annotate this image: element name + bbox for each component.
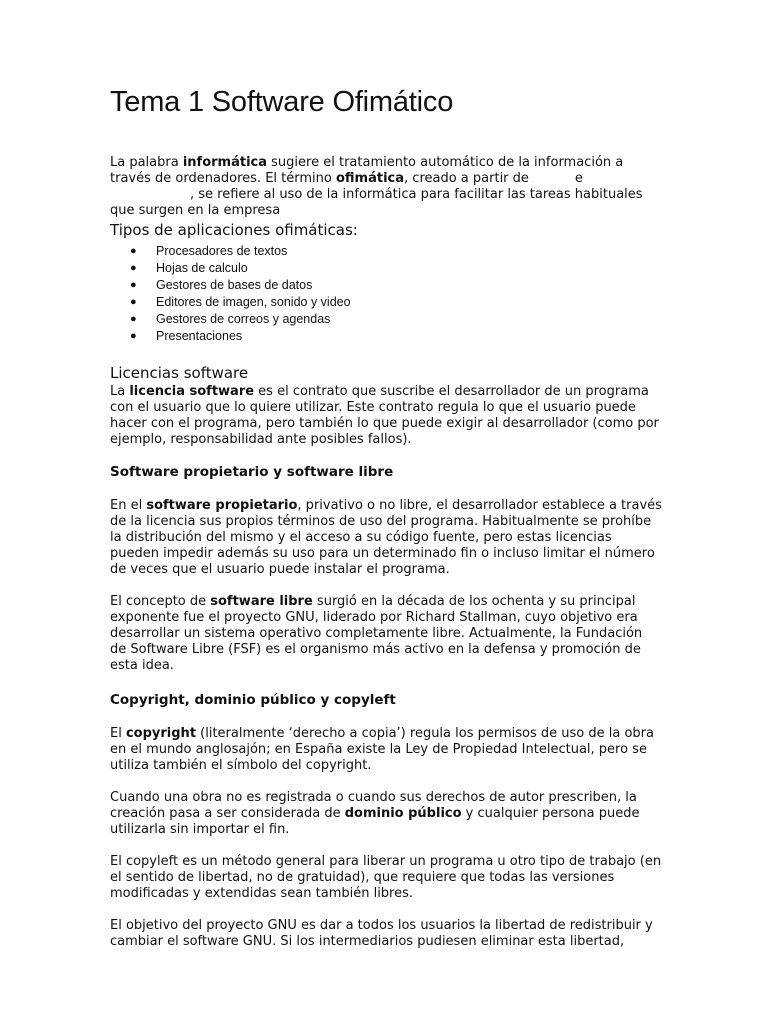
intro-text-1: La palabra [110, 155, 183, 170]
dominio-publico-bold: dominio público [344, 806, 462, 821]
list-item: ● Presentaciones [130, 329, 243, 343]
intro-bold-informatica: informática [182, 155, 268, 170]
propietario-heading: Software propietario y software libre [110, 464, 394, 480]
licencias-bold: licencia software [129, 384, 255, 399]
copyright-heading: Copyright, dominio público y copyleft [110, 692, 396, 708]
page-title: Tema 1 Software Ofimático [110, 86, 454, 118]
intro-text-5: , [190, 187, 195, 202]
intro-bold-ofimatica: ofimática [335, 171, 405, 186]
intro-text-6: se refiere al uso de la informática para facilitar las tareas habituales que surgen en la empresa [110, 187, 643, 218]
list-item: ● Gestores de correos y agendas [130, 312, 331, 326]
intro-text-3: , creado a partir de [404, 171, 529, 186]
bullet-icon: ● [130, 296, 137, 308]
document-page [110, 86, 662, 950]
licencias-paragraph: La licencia software es el contrato que suscribe el desarrollador de un programa con el usuario que lo quiere utilizar. Este contrato regula lo que el usuario puede hacer con el programa, pero también lo que puede exigir al desarrollador (como por ejemplo, responsabilidad ante posibles fallos). [110, 384, 659, 447]
list-item: ● Hojas de calculo [130, 261, 248, 275]
list-item: ● Gestores de bases de datos [130, 278, 313, 292]
bullet-icon: ● [130, 279, 137, 291]
copyright-paragraph-4: El objetivo del proyecto GNU es dar a todos los usuarios la libertad de redistribuir y cambiar el software GNU. Si los intermediarios pudiesen eliminar esta libertad, [110, 918, 653, 949]
bullet-icon: ● [130, 245, 137, 257]
licencias-heading: Licencias software [110, 364, 249, 382]
bullet-icon: ● [130, 330, 137, 342]
intro-text-4: e [574, 171, 583, 186]
intro-text-2: sugiere el tratamiento automático de la información a través de ordenadores. El término [110, 155, 624, 186]
propietario-paragraph-1: En el software propietario, privativo o no libre, el desarrollador establece a través de la licencia sus propios términos de uso del programa. Habitualmente se prohíbe la distribución del mismo y el acceso a su código fuente, pero estas licencias pueden impedir además su uso para un determinado fin o incluso limitar el número de veces que el usuario puede instalar el programa. [110, 498, 662, 577]
copyright-bold: copyright [125, 726, 197, 741]
bullet-icon: ● [130, 313, 137, 325]
tipos-list [110, 243, 662, 345]
bullet-icon: ● [130, 262, 137, 274]
list-item: ● Procesadores de textos [130, 244, 288, 258]
tipos-heading: Tipos de aplicaciones ofimáticas: [110, 221, 358, 239]
copyright-paragraph-1: El copyright (literalmente ‘derecho a copia’) regula los permisos de uso de la obra en el mundo anglosajón; en España existe la Ley de Propiedad Intelectual, pero se utiliza también el símbolo del copyright. [110, 726, 654, 773]
software-libre-bold: software libre [210, 594, 313, 609]
intro-paragraph [110, 155, 662, 219]
copyright-paragraph-3: El copyleft es un método general para liberar un programa u otro tipo de trabajo (en el sentido de libertad, no de gratuidad), que requiere que todas las versiones modificadas y extendidas sean también libres. [110, 854, 662, 901]
propietario-bold: software propietario [146, 498, 298, 513]
list-item: ● Editores de imagen, sonido y video [130, 295, 351, 309]
propietario-paragraph-2: El concepto de software libre surgió en la década de los ochenta y su principal exponente fue el proyecto GNU, liderado por Richard Stallman, cuyo objetivo era desarrollar un sistema operativo completamente libre. Actualmente, la Fundación de Software Libre (FSF) es el organismo más activo en la defensa y promoción de esta idea. [110, 594, 643, 673]
copyright-paragraph-2: Cuando una obra no es registrada o cuando sus derechos de autor prescriben, la creación pasa a ser considerada de dominio público y cualquier persona puede utilizarla sin importar el fin. [110, 790, 640, 837]
